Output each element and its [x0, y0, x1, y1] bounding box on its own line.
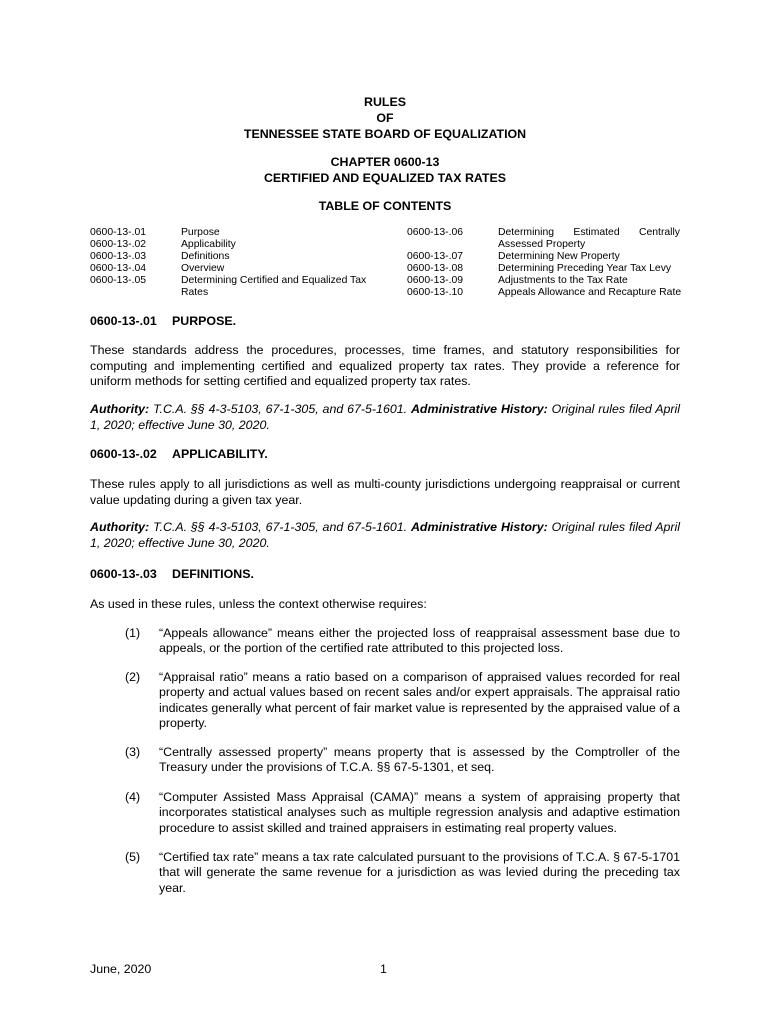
- page-number: 1: [380, 962, 387, 976]
- definition-number: (5): [125, 850, 141, 864]
- definition-item: [125, 850, 680, 896]
- authority-label: Authority:: [90, 402, 150, 416]
- definition-item: [125, 626, 680, 657]
- chapter-block: [90, 154, 680, 186]
- toc-number: 0600-13-.03: [90, 251, 147, 263]
- toc-number: 0600-13-.09: [407, 275, 464, 287]
- purpose-paragraph: These standards address the procedures, processes, time frames, and statutory responsibilities for computing and implementing certified and equalized property tax rates. They provide a reference for uniform methods for setting certified and equalized property tax rates.: [90, 343, 680, 388]
- toc-row: [90, 227, 680, 239]
- toc-number: 0600-13-.08: [407, 263, 464, 275]
- history-text: Original rules filed April 1, 2020; effective June 30, 2020.: [90, 402, 680, 432]
- definition-number: (4): [125, 790, 141, 804]
- footer-date: June, 2020: [90, 962, 152, 976]
- definition-item: [125, 670, 680, 731]
- definition-number: (3): [125, 745, 141, 759]
- definition-number: (2): [125, 670, 141, 684]
- toc-title: Appeals Allowance and Recapture Rate: [498, 287, 682, 299]
- toc-number: 0600-13-.01: [90, 227, 147, 238]
- history-label: Administrative History:: [410, 520, 548, 534]
- toc-title: Determining New Property: [498, 251, 620, 263]
- chapter-number: CHAPTER 0600-13: [330, 155, 440, 169]
- purpose-authority: [90, 402, 680, 433]
- toc-number: 0600-13-.02: [90, 239, 147, 251]
- section-number: 0600-13-.02: [90, 447, 157, 461]
- definitions-intro: As used in these rules, unless the context otherwise requires:: [90, 597, 427, 611]
- toc-title: Determining Preceding Year Tax Levy: [498, 263, 672, 275]
- toc-title-continued: Rates: [181, 287, 209, 299]
- definition-text: “Centrally assessed property” means property that is assessed by the Comptroller of the Treasury under the provisions of T.C.A. §§ 67-5-1301, et seq.: [159, 745, 680, 775]
- applicability-authority: [90, 520, 680, 551]
- title-line-agency: TENNESSEE STATE BOARD OF EQUALIZATION: [243, 127, 527, 141]
- toc-title: Applicability: [181, 239, 236, 251]
- section-title: PURPOSE.: [172, 314, 237, 328]
- definition-number: (1): [125, 626, 141, 640]
- definition-text: “Computer Assisted Mass Appraisal (CAMA)” means a system of appraising property that incorporates statistical analyses such as multiple regression analysis and adaptive estimation procedure to assist skilled and trained appraisers in estimating real property values.: [159, 790, 680, 835]
- definition-text: “Appeals allowance” means either the projected loss of reappraisal assessment base due to appeals, or the portion of the certified rate attributed to this projected loss.: [159, 626, 680, 656]
- chapter-title: CERTIFIED AND EQUALIZED TAX RATES: [263, 171, 507, 185]
- authority-text: T.C.A. §§ 4-3-5103, 67-1-305, and 67-5-1601.: [149, 520, 411, 534]
- section-title: DEFINITIONS.: [172, 567, 254, 581]
- toc-row: [90, 251, 680, 263]
- title-line-of: OF: [376, 111, 394, 125]
- toc-number: 0600-13-.06: [407, 227, 464, 238]
- history-label: Administrative History:: [410, 402, 548, 416]
- toc-title: Overview: [181, 263, 225, 275]
- definition-item: [125, 745, 680, 776]
- applicability-paragraph: These rules apply to all jurisdictions as well as multi-county jurisdictions undergoing reappraisal or current value updating during a given tax year.: [90, 477, 680, 507]
- section-title: APPLICABILITY.: [172, 447, 268, 461]
- section-number: 0600-13-.01: [90, 314, 157, 328]
- toc-row: [90, 287, 680, 299]
- toc-title: Definitions: [181, 251, 230, 263]
- toc-title: Adjustments to the Tax Rate: [498, 275, 628, 287]
- toc-row: [90, 263, 680, 275]
- toc-title: Purpose: [181, 227, 220, 238]
- definition-item: [125, 790, 680, 836]
- toc-number: 0600-13-.05: [90, 275, 147, 287]
- authority-text: T.C.A. §§ 4-3-5103, 67-1-305, and 67-5-1601.: [149, 402, 411, 416]
- section-heading-purpose: [90, 314, 236, 328]
- definition-text: “Appraisal ratio” means a ratio based on a comparison of appraised values recorded for real property and actual values based on recent sales and/or expert appraisals. The appraisal ratio indicates generally what percent of fair market value is represented by the appraised value of a property.: [159, 670, 680, 730]
- toc-title-continued: Assessed Property: [498, 239, 586, 251]
- table-of-contents: [90, 227, 680, 300]
- title-line-rules: RULES: [364, 95, 406, 109]
- toc-title: Determining Estimated Centrally: [498, 227, 680, 238]
- toc-number: 0600-13-.10: [407, 287, 464, 299]
- toc-title: TABLE OF CONTENTS: [318, 199, 452, 213]
- document-title: [90, 94, 680, 142]
- section-number: 0600-13-.03: [90, 567, 157, 581]
- toc-number: 0600-13-.04: [90, 263, 147, 275]
- history-text: Original rules filed April 1, 2020; effective June 30, 2020.: [90, 520, 680, 550]
- toc-title: Determining Certified and Equalized Tax: [181, 275, 367, 287]
- toc-row: [90, 275, 680, 287]
- authority-label: Authority:: [90, 520, 150, 534]
- toc-number: 0600-13-.07: [407, 251, 464, 263]
- definition-text: “Certified tax rate” means a tax rate calculated pursuant to the provisions of T.C.A. § 67-5-1701 that will generate the same revenue for a jurisdiction as was levied during the preceding tax year.: [159, 850, 680, 895]
- section-heading-applicability: [90, 447, 268, 461]
- toc-row: [90, 239, 680, 251]
- section-heading-definitions: [90, 567, 254, 581]
